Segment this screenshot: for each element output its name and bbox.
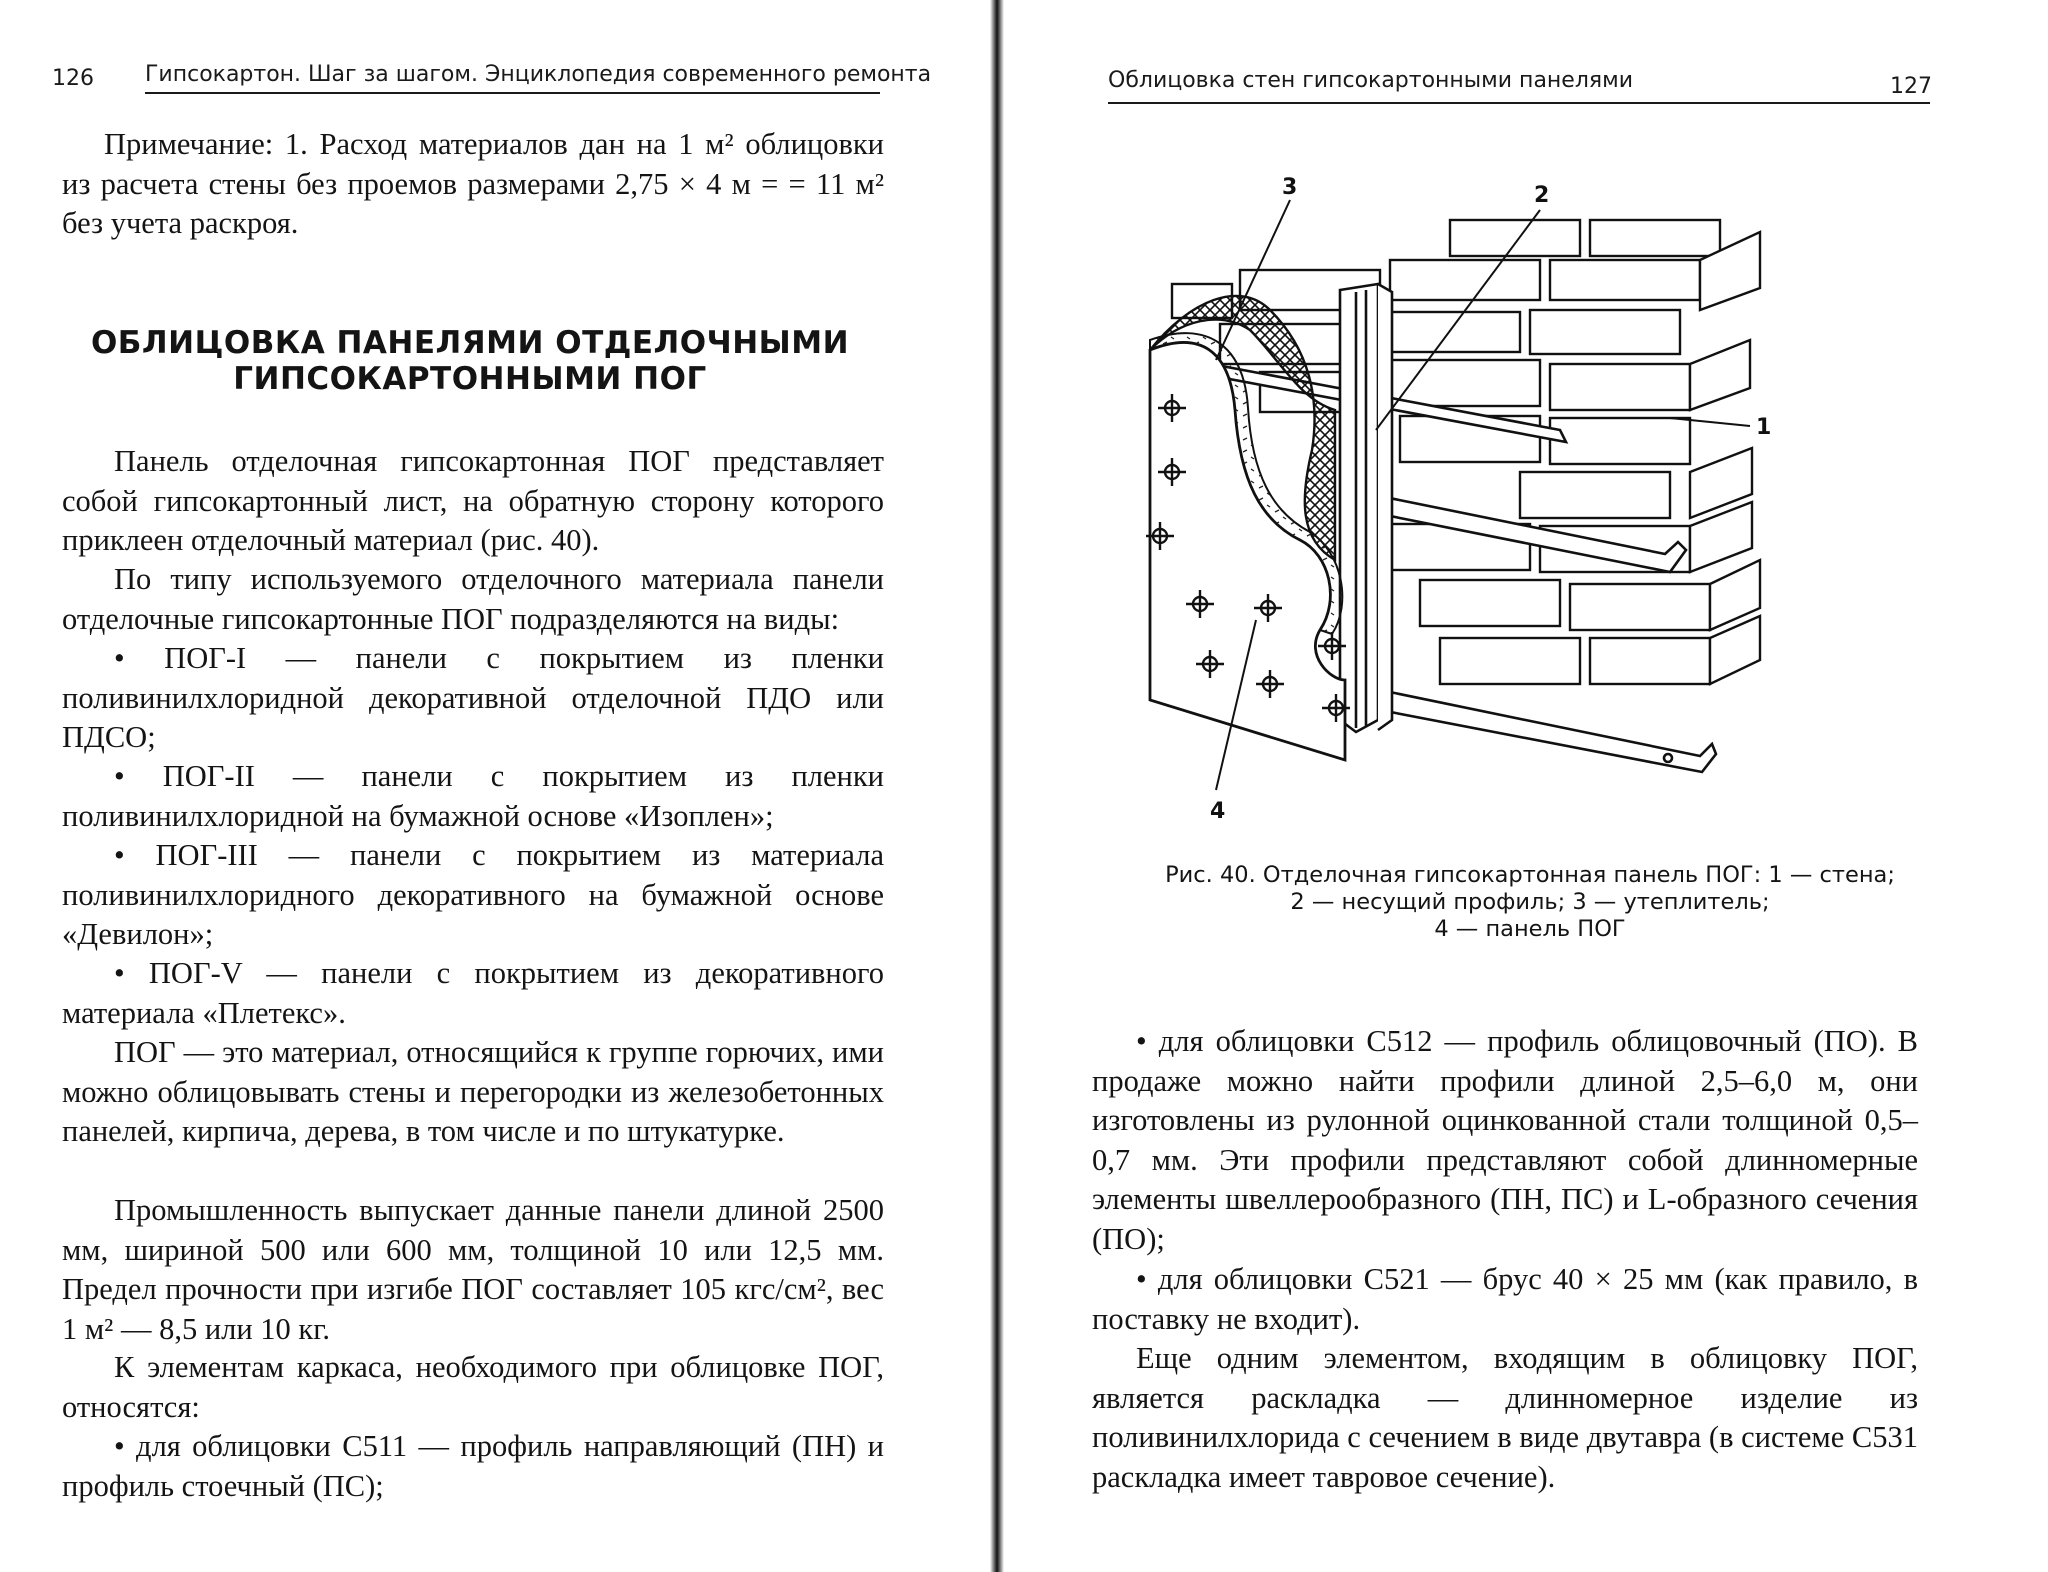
figure-caption xyxy=(1100,862,1960,943)
page-number-left: 126 xyxy=(52,66,94,91)
running-title-left: Гипсокартон. Шаг за шагом. Энциклопедия современного ремонта xyxy=(145,62,932,87)
paragraph-dimensions: Промышленность выпускает данные панели длиной 2500 мм, шириной 500 или 600 мм, толщиной 10 или 12,5 мм. Предел прочности при изгибе ПОГ составляет 105 кгс/см², вес 1 м² — 8,5 или 10 кг. xyxy=(62,1193,884,1346)
figure-label-3: 3 xyxy=(1282,175,1298,200)
paragraph-types: По типу используемого отделочного материала панели отделочные гипсокартонные ПОГ подразделяются на виды: xyxy=(62,562,884,636)
list-item-pog-2: • ПОГ-II — панели с покрытием из пленки поливинилхлоридной на бумажной основе «Изоплен»; xyxy=(62,759,884,833)
right-page xyxy=(1000,0,2048,1572)
section-title-line-2: ГИПСОКАРТОННЫМИ ПОГ xyxy=(233,361,707,397)
list-item-c512: • для облицовки С512 — профиль облицовочный (ПО). В продаже можно найти профили длиной 2,5–6,0 м, они изготовлены из рулонной оцинкованной стали толщиной 0,5–0,7 мм. Эти профили представляют собой длинномерные элементы швеллерообразного (ПН, ПС) и L-образного сечения (ПО); xyxy=(1092,1024,1918,1256)
figure-label-4: 4 xyxy=(1210,799,1226,824)
list-item-c511: • для облицовки С511 — профиль направляющий (ПН) и профиль стоечный (ПС); xyxy=(62,1429,884,1503)
figure-label-2: 2 xyxy=(1534,183,1550,208)
section-title-line-1: ОБЛИЦОВКА ПАНЕЛЯМИ ОТДЕЛОЧНЫМИ xyxy=(90,325,850,361)
section-title xyxy=(60,325,880,397)
list-item-pog-3: • ПОГ-III — панели с покрытием из материала поливинилхлоридного декоративного на бумажной основе «Девилон»; xyxy=(62,838,884,951)
vertical-profile xyxy=(1340,284,1392,732)
list-item-pog-1: • ПОГ-I — панели с покрытием из пленки поливинилхлоридной декоративной отделочной ПДО или ПДСО; xyxy=(62,641,884,754)
caption-line-3: 4 — панель ПОГ xyxy=(1434,916,1626,942)
header-rule-left xyxy=(145,92,880,94)
header-rule-right xyxy=(1108,102,1930,104)
paragraph-intro: Панель отделочная гипсокартонная ПОГ представляет собой гипсокартонный лист, на обратную сторону которого приклеен отделочный материал (рис. 40). xyxy=(62,444,884,557)
figure-label-1: 1 xyxy=(1756,415,1772,440)
figure-40-illustration xyxy=(1000,160,2048,840)
paragraph-frame-elements: К элементам каркаса, необходимого при облицовке ПОГ, относятся: xyxy=(62,1350,884,1424)
paragraph-flammability: ПОГ — это материал, относящийся к группе горючих, ими можно облицовывать стены и перегородки из железобетонных панелей, кирпича, дерева, в том числе и по штукатурке. xyxy=(62,1035,884,1148)
note-paragraph: Примечание: 1. Расход материалов дан на 1 м² облицовки из расчета стены без проемов размерами 2,75 × 4 м = = 11 м² без учета раскроя. xyxy=(62,127,884,240)
list-item-pog-5: • ПОГ-V — панели с покрытием из декоративного материала «Плетекс». xyxy=(62,956,884,1030)
paragraph-raskladka: Еще одним элементом, входящим в облицовку ПОГ, является раскладка — длинномерное изделие из поливинилхлорида с сечением в виде двутавра (в системе С531 раскладка имеет тавровое сечение). xyxy=(1092,1341,1918,1494)
left-page xyxy=(0,0,995,1572)
list-item-c521: • для облицовки С521 — брус 40 × 25 мм (как правило, в поставку не входит). xyxy=(1092,1262,1918,1336)
page-number-right: 127 xyxy=(1890,74,1932,99)
caption-line-1: Рис. 40. Отделочная гипсокартонная панель ПОГ: 1 — стена; xyxy=(1165,862,1895,888)
caption-line-2: 2 — несущий профиль; 3 — утеплитель; xyxy=(1290,889,1770,915)
running-title-right: Облицовка стен гипсокартонными панелями xyxy=(1108,68,1634,93)
